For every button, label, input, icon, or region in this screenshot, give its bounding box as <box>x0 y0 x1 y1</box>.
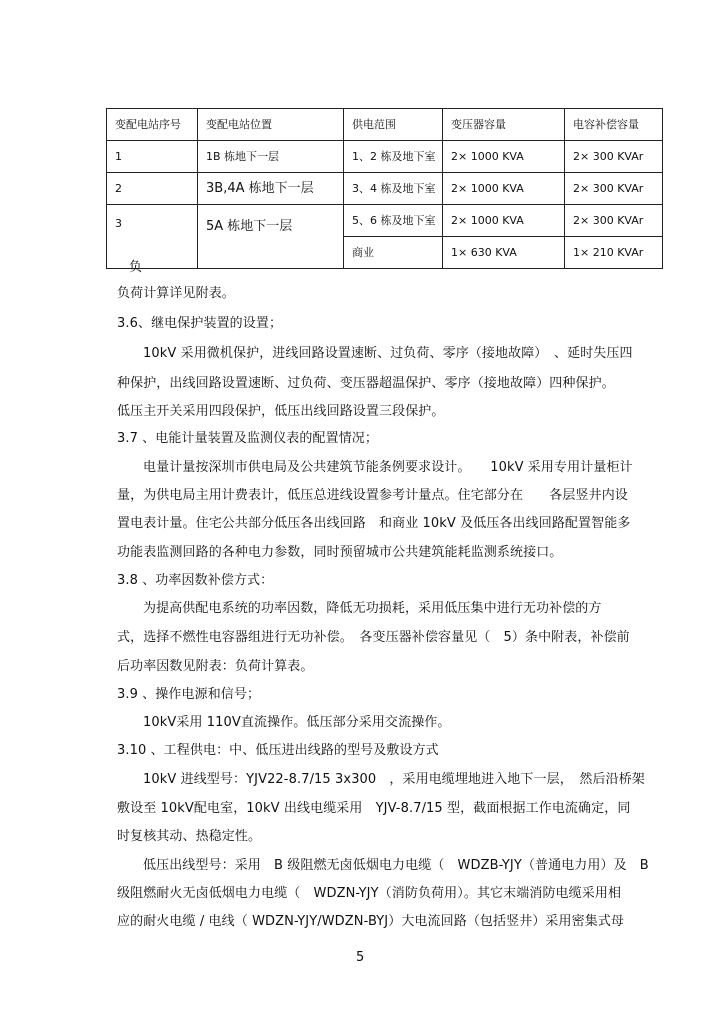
cell-capacitor: 2× 300 KVAr <box>565 205 663 237</box>
substation-table <box>106 108 663 269</box>
section-heading: 3.7 、电能计量装置及监测仪表的配置情况； <box>117 431 379 446</box>
cell-capacitor: 2× 300 KVAr <box>565 173 663 205</box>
cell-id: 1 <box>107 141 198 173</box>
header-station-location: 变配电站位置 <box>198 109 344 141</box>
header-station-no: 变配电站序号 <box>107 109 198 141</box>
text-line: 量，为供电局主用计费表计，低压总进线设置参考计量点。住宅部分在 各层竖井内设 <box>117 488 628 503</box>
text-line: 时复核其动、热稳定性。 <box>117 829 262 844</box>
cell-transformer: 2× 1000 KVA <box>443 205 565 237</box>
cell-scope: 1、2 栋及地下室 <box>344 141 443 173</box>
text-line: 置电表计量。住宅公共部分低压各出线回路 和商业 10kV 及低压各出线回路配置智能多 <box>117 516 631 531</box>
header-supply-scope: 供电范围 <box>344 109 443 141</box>
table-row <box>107 205 663 237</box>
cell-transformer: 2× 1000 KVA <box>443 173 565 205</box>
text-line: 敷设至 10kV配电室，10kV 出线电缆采用 YJV-8.7/15 型，截面根据工作电流确定，同 <box>117 801 631 816</box>
text-line: 低压主开关采用四段保护，低压出线回路设置三段保护。 <box>117 404 445 419</box>
text-line: 10kV采用 110V直流操作。低压部分采用交流操作。 <box>143 715 451 730</box>
cell-transformer: 1× 630 KVA <box>443 237 565 269</box>
text-line: 负荷计算详见附表。 <box>117 286 235 301</box>
cell-id: 2 <box>107 173 198 205</box>
cell-capacitor: 1× 210 KVAr <box>565 237 663 269</box>
text-line: 低压出线型号：采用 B 级阻燃无卤低烟电力电缆（ WDZB-YJY（普通电力用）及 B <box>143 858 649 873</box>
stray-fragment: 负 <box>129 260 143 275</box>
section-heading: 3.6、继电保护装置的设置； <box>117 316 283 331</box>
text-line: 式，选择不燃性电容器组进行无功补偿。 各变压器补偿容量见（ 5）条中附表，补偿前 <box>117 630 630 645</box>
header-capacitor-capacity: 电容补偿容量 <box>565 109 663 141</box>
header-transformer-capacity: 变压器容量 <box>443 109 565 141</box>
cell-location: 5A 栋地下一层 <box>198 205 344 269</box>
cell-location: 1B 栋地下一层 <box>198 141 344 173</box>
text-line: 为提高供配电系统的功率因数，降低无功损耗，采用低压集中进行无功补偿的方 <box>143 601 602 616</box>
cell-scope: 5、6 栋及地下室 <box>344 205 443 237</box>
cell-id: 3 <box>107 205 198 269</box>
table-row <box>107 141 663 173</box>
table-row <box>107 173 663 205</box>
text-line: 应的耐火电缆 / 电线（ WDZN-YJY/WDZN-BYJ）大电流回路（包括竖井）采用密集式母 <box>117 914 625 929</box>
text-line: 10kV 采用微机保护，进线回路设置速断、过负荷、零序（接地故障） 、延时失压四 <box>143 346 633 361</box>
text-line: 级阻燃耐火无卤低烟电力电缆（ WDZN-YJY（消防负荷用）。其它末端消防电缆采用相 <box>117 886 622 901</box>
cell-scope: 3、4 栋及地下室 <box>344 173 443 205</box>
table-header-row <box>107 109 663 141</box>
text-line: 10kV 进线型号：YJV22-8.7/15 3x300 ，采用电缆埋地进入地下一层， 然后沿桥架 <box>143 772 645 787</box>
section-heading: 3.8 、功率因数补偿方式： <box>117 573 274 588</box>
text-line: 后功率因数见附表：负荷计算表。 <box>117 659 314 674</box>
section-heading: 3.10 、工程供电：中、低压进出线路的型号及敷设方式 <box>117 743 439 758</box>
text-line: 功能表监测回路的各种电力参数，同时预留城市公共建筑能耗监测系统接口。 <box>117 545 563 560</box>
page-number: 5 <box>356 950 365 965</box>
text-line: 电量计量按深圳市供电局及公共建筑节能条例要求设计。 10kV 采用专用计量柜计 <box>143 460 633 475</box>
cell-scope: 商业 <box>344 237 443 269</box>
text-line: 种保护，出线回路设置速断、过负荷、变压器超温保护、零序（接地故障）四种保护。 <box>117 376 615 391</box>
cell-transformer: 2× 1000 KVA <box>443 141 565 173</box>
section-heading: 3.9 、操作电源和信号； <box>117 687 261 702</box>
cell-capacitor: 2× 300 KVAr <box>565 141 663 173</box>
cell-location: 3B,4A 栋地下一层 <box>198 173 344 205</box>
